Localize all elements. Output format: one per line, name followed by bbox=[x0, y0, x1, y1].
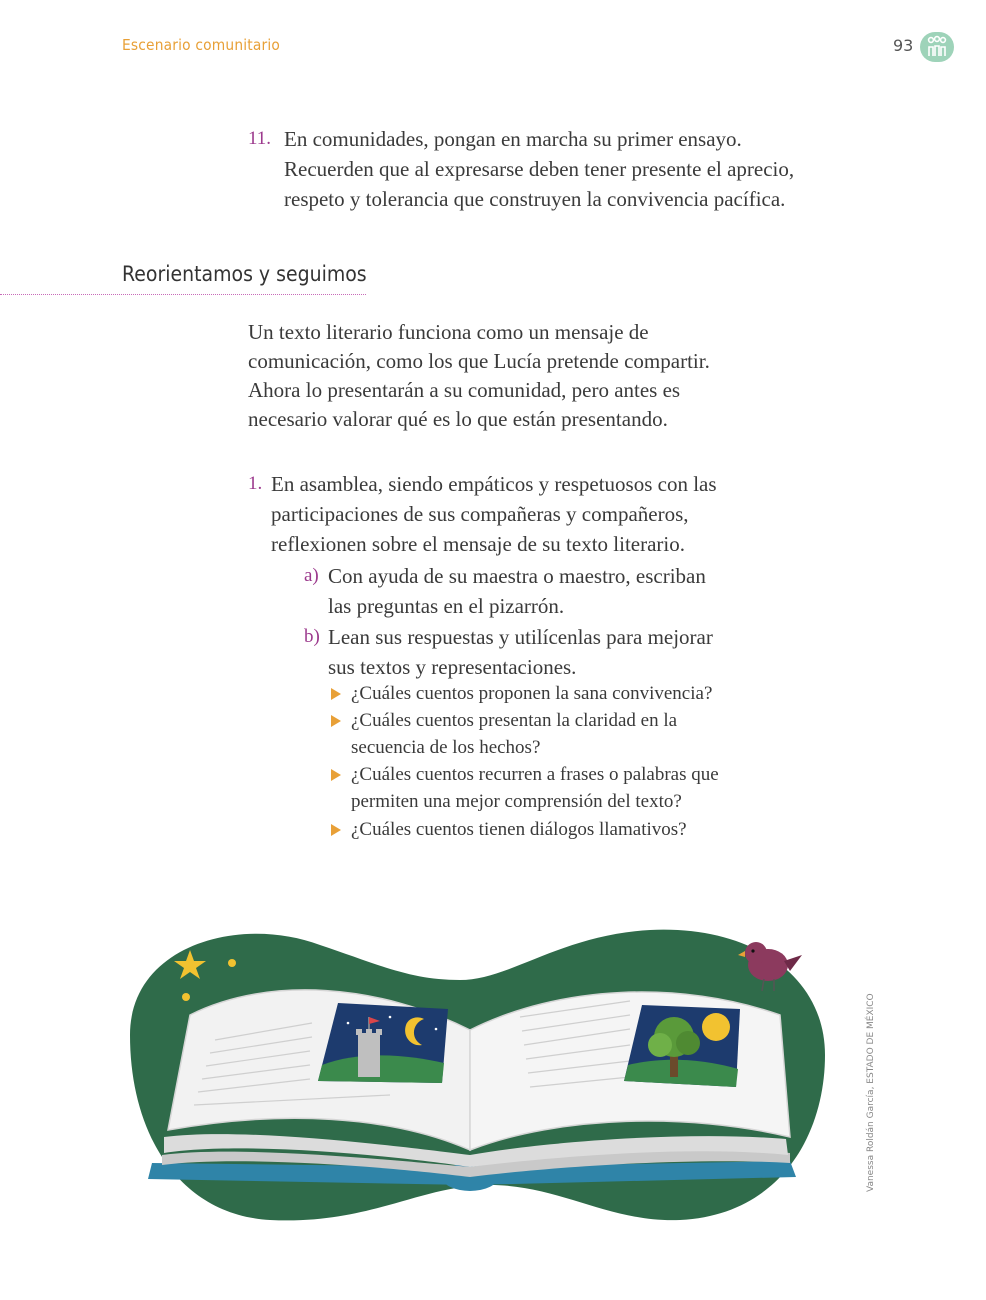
community-icon bbox=[920, 32, 954, 62]
page-number: 93 bbox=[893, 36, 914, 55]
question-line: ¿Cuáles cuentos recurren a frases o palabras que bbox=[351, 764, 719, 785]
question-line: secuencia de los hechos? bbox=[351, 737, 541, 758]
section-title: Reorientamos y seguimos bbox=[122, 262, 367, 286]
section-divider bbox=[0, 294, 366, 295]
bullet-arrow-icon bbox=[331, 715, 341, 727]
paragraph-line: comunicación, como los que Lucía pretende compartir. bbox=[248, 349, 710, 373]
item-text-line: En asamblea, siendo empáticos y respetuosos con las bbox=[271, 472, 717, 496]
bullet-arrow-icon bbox=[331, 769, 341, 781]
paragraph-line: Un texto literario funciona como un mensaje de bbox=[248, 320, 649, 344]
running-header: Escenario comunitario bbox=[122, 36, 281, 54]
sub-item-line: Lean sus respuestas y utilícenlas para mejorar bbox=[328, 625, 713, 649]
intro-paragraph bbox=[248, 318, 768, 434]
question-item bbox=[351, 761, 719, 815]
question-line: permiten una mejor comprensión del texto? bbox=[351, 791, 682, 812]
sub-item-a bbox=[328, 561, 706, 621]
sub-item-b bbox=[328, 622, 713, 682]
sub-item-letter: b) bbox=[304, 626, 320, 647]
sub-item-line: Con ayuda de su maestra o maestro, escriban bbox=[328, 564, 706, 588]
star-dot-icon bbox=[228, 959, 236, 967]
question-item bbox=[351, 707, 677, 761]
paragraph-line: Ahora lo presentarán a su comunidad, pero antes es bbox=[248, 378, 681, 402]
item-text-line: participaciones de sus compañeras y compañeros, bbox=[271, 502, 689, 526]
item-text-line: reflexionen sobre el mensaje de su texto literario. bbox=[271, 532, 686, 556]
bullet-arrow-icon bbox=[331, 688, 341, 700]
question-line: ¿Cuáles cuentos tienen diálogos llamativos? bbox=[351, 819, 687, 840]
question-item bbox=[351, 816, 687, 843]
question-item bbox=[351, 680, 712, 707]
bullet-arrow-icon bbox=[331, 824, 341, 836]
open-book-illustration bbox=[90, 905, 850, 1235]
item-number: 11. bbox=[248, 128, 272, 149]
paragraph-line: necesario valorar qué es lo que están presentando. bbox=[248, 407, 668, 431]
star-dot-icon bbox=[182, 993, 190, 1001]
sub-item-letter: a) bbox=[304, 565, 319, 586]
item-text-line: Recuerden que al expresarse deben tener presente el aprecio, bbox=[284, 157, 795, 181]
item-number: 1. bbox=[248, 473, 263, 494]
sub-item-line: sus textos y representaciones. bbox=[328, 655, 577, 679]
illustration-credit: Vanessa Roldán García, ESTADO DE MÉXICO bbox=[866, 993, 876, 1192]
item-text-line: En comunidades, pongan en marcha su primer ensayo. bbox=[284, 127, 742, 151]
item-text-line: respeto y tolerancia que construyen la convivencia pacífica. bbox=[284, 187, 786, 211]
question-line: ¿Cuáles cuentos presentan la claridad en la bbox=[351, 710, 678, 731]
question-line: ¿Cuáles cuentos proponen la sana convivencia? bbox=[351, 683, 713, 704]
tree-sun-picture bbox=[624, 1005, 740, 1087]
castle-moon-picture bbox=[318, 1003, 448, 1083]
sub-item-line: las preguntas en el pizarrón. bbox=[328, 594, 565, 618]
